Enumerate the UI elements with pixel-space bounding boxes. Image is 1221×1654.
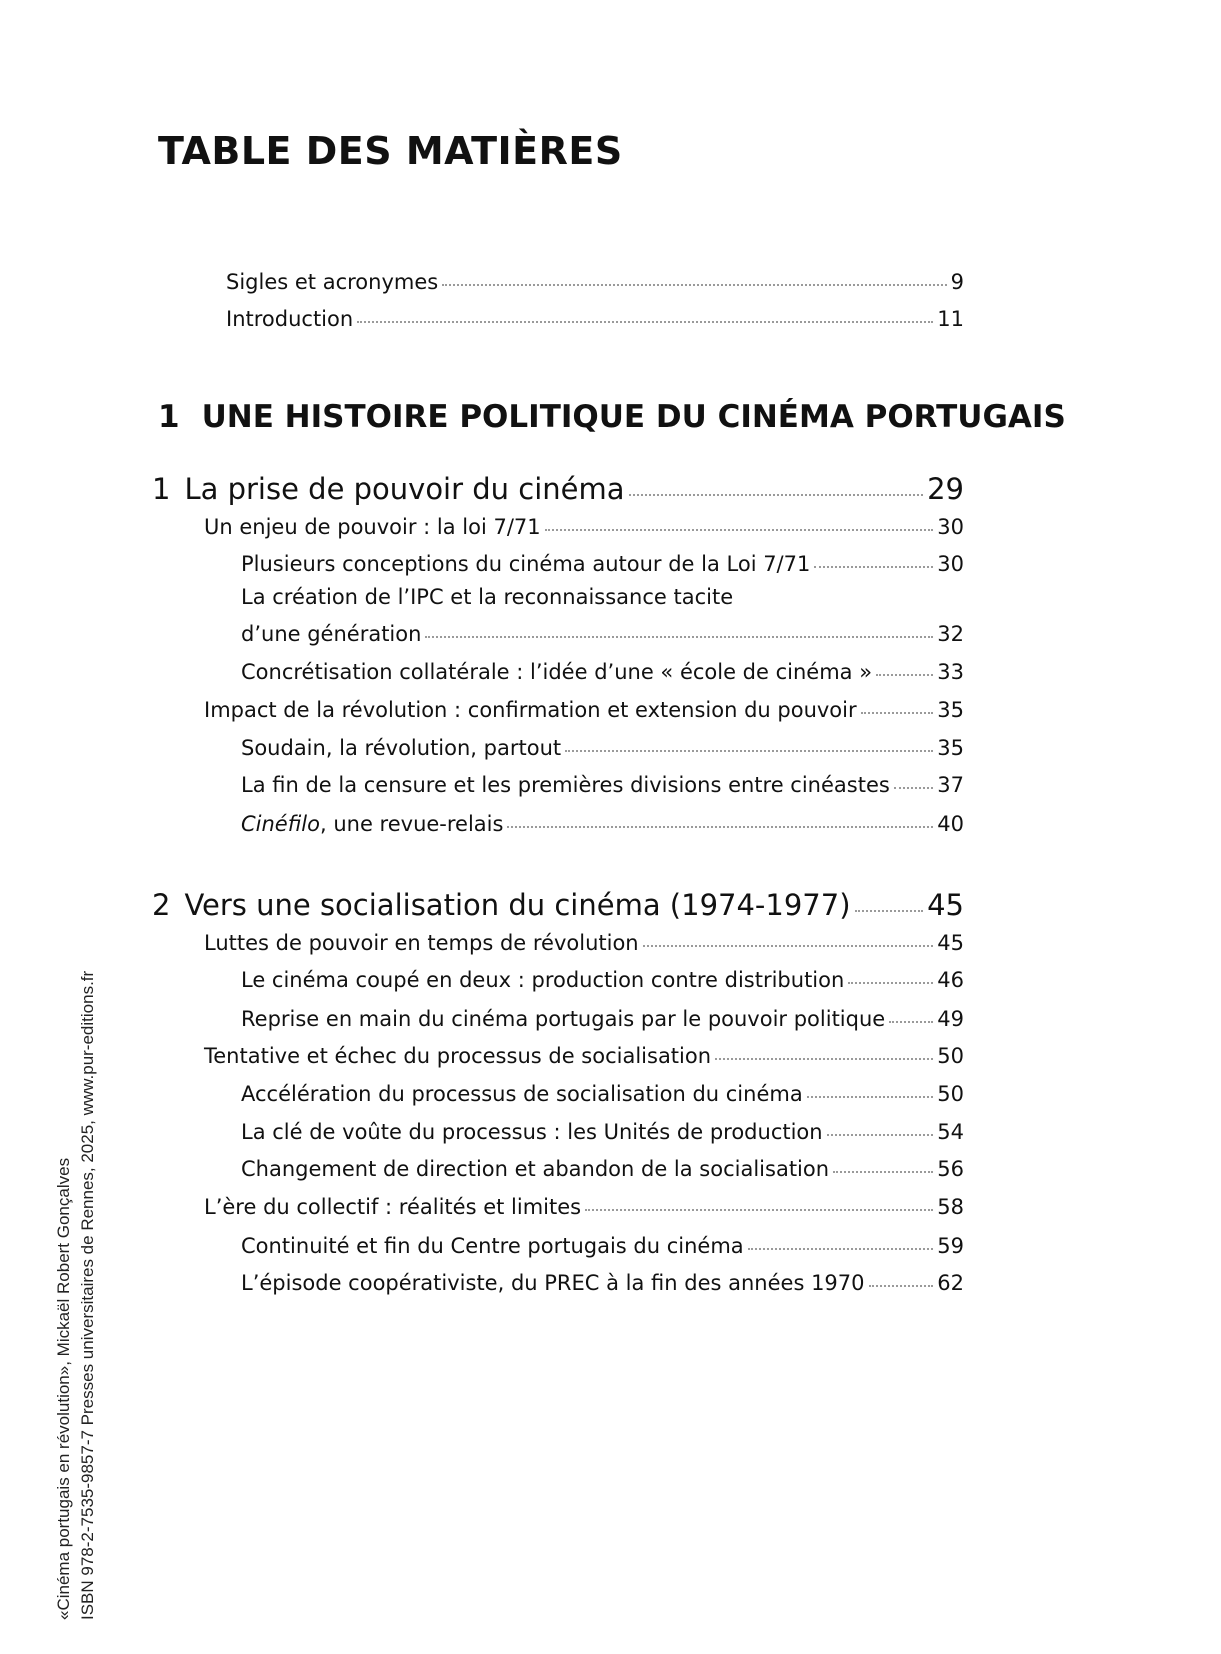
toc-label: Un enjeu de pouvoir : la loi 7/71: [204, 515, 541, 539]
toc-page-number: 45: [937, 931, 964, 955]
dot-leader: [715, 1058, 933, 1060]
toc-page-number: 30: [937, 515, 964, 539]
chapter-title: Vers une socialisation du cinéma (1974-1977): [184, 888, 851, 922]
toc-label: Tentative et échec du processus de socialisation: [204, 1044, 712, 1068]
chapter-number: 2: [152, 888, 171, 922]
toc-label: La fin de la censure et les premières divisions entre cinéastes: [241, 773, 890, 797]
dot-leader: [827, 1134, 934, 1136]
toc-page-number: 50: [937, 1082, 964, 1106]
credit-line-1: «Cinéma portugais en révolution», Mickaël Robert Gonçalves: [54, 1157, 73, 1620]
dot-leader: [565, 750, 933, 752]
dot-leader: [807, 1096, 934, 1098]
toc-label: d’une génération: [241, 622, 422, 646]
dot-leader: [861, 712, 934, 714]
dot-leader: [748, 1248, 934, 1250]
toc-label: L’ère du collectif : réalités et limites: [204, 1195, 582, 1219]
page-title: TABLE DES MATIÈRES: [158, 129, 623, 173]
credit-line-2: ISBN 978-2-7535-9857-7 Presses universitaires de Rennes, 2025, www.pur-editions.fr: [78, 970, 97, 1620]
dot-leader: [507, 826, 933, 828]
toc-subsection[interactable]: [241, 968, 964, 992]
toc-label: [241, 812, 503, 836]
toc-section[interactable]: [204, 515, 964, 539]
toc-page-number: 45: [927, 888, 964, 922]
toc-label: Introduction: [226, 307, 354, 331]
toc-label: Changement de direction et abandon de la socialisation: [241, 1157, 830, 1181]
toc-page-number: 62: [937, 1271, 964, 1295]
dot-leader: [833, 1171, 933, 1173]
toc-label: Continuité et fin du Centre portugais du cinéma: [241, 1234, 744, 1258]
toc-page-number: 50: [937, 1044, 964, 1068]
dot-leader: [442, 284, 946, 286]
journal-title: Cinéfilo: [241, 812, 320, 836]
toc-subsection[interactable]: [241, 1271, 964, 1295]
toc-page-number: 49: [937, 1007, 964, 1031]
toc-section[interactable]: [204, 931, 964, 955]
chapter-number: 1: [152, 472, 171, 506]
toc-label: La clé de voûte du processus : les Unités de production: [241, 1120, 823, 1144]
toc-page-number: 30: [937, 552, 964, 576]
toc-entry-introduction[interactable]: [226, 307, 964, 331]
dot-leader: [889, 1021, 933, 1023]
dot-leader: [545, 529, 934, 531]
toc-subsection[interactable]: [241, 1234, 964, 1258]
toc-subsection[interactable]: [241, 736, 964, 760]
toc-chapter-1[interactable]: [152, 472, 964, 506]
toc-subsection[interactable]: [241, 552, 964, 576]
toc-page-number: 54: [937, 1120, 964, 1144]
toc-section[interactable]: [204, 1195, 964, 1219]
toc-page-number: 56: [937, 1157, 964, 1181]
dot-leader: [855, 910, 924, 912]
toc-page-number: 35: [937, 698, 964, 722]
dot-leader: [643, 945, 934, 947]
toc-entry-sigles[interactable]: [226, 270, 964, 294]
toc-section[interactable]: [204, 698, 964, 722]
chapter-label: [152, 472, 625, 506]
toc-label: Luttes de pouvoir en temps de révolution: [204, 931, 639, 955]
toc-label: Impact de la révolution : confirmation et extension du pouvoir: [204, 698, 857, 722]
toc-page-number: 58: [937, 1195, 964, 1219]
toc-section[interactable]: [204, 1044, 964, 1068]
toc-subsection[interactable]: [241, 1157, 964, 1181]
dot-leader: [629, 494, 924, 496]
toc-page-number: 33: [937, 660, 964, 684]
chapter-title: La prise de pouvoir du cinéma: [184, 472, 625, 506]
toc-label: Sigles et acronymes: [226, 270, 439, 294]
dot-leader: [814, 566, 933, 568]
chapter-label: [152, 888, 851, 922]
dot-leader: [357, 321, 933, 323]
toc-label: L’épisode coopérativiste, du PREC à la fin des années 1970: [241, 1271, 865, 1295]
toc-page-number: 40: [937, 812, 964, 836]
dot-leader: [848, 982, 933, 984]
toc-subsection[interactable]: [241, 660, 964, 684]
toc-subsection[interactable]: [241, 812, 964, 836]
toc-label: Soudain, la révolution, partout: [241, 736, 562, 760]
toc-subsection[interactable]: [241, 773, 964, 797]
toc-chapter-2[interactable]: [152, 888, 964, 922]
dot-leader: [894, 787, 933, 789]
toc-page-number: 46: [937, 968, 964, 992]
toc-page-number: 32: [937, 622, 964, 646]
part-label: UNE HISTOIRE POLITIQUE DU CINÉMA PORTUGAIS: [201, 399, 1066, 435]
toc-page-number: 35: [937, 736, 964, 760]
toc-subsection-line1: La création de l’IPC et la reconnaissance tacite: [241, 585, 734, 609]
dot-leader: [425, 636, 933, 638]
dot-leader: [585, 1209, 933, 1211]
toc-page-number: 9: [950, 270, 964, 294]
toc-label: Concrétisation collatérale : l’idée d’une « école de cinéma »: [241, 660, 873, 684]
toc-page-number: 11: [937, 307, 964, 331]
toc-page-number: 37: [937, 773, 964, 797]
toc-page-number: 29: [927, 472, 964, 506]
dot-leader: [876, 674, 933, 676]
toc-label: Plusieurs conceptions du cinéma autour de la Loi 7/71: [241, 552, 811, 576]
toc-label: Le cinéma coupé en deux : production contre distribution: [241, 968, 845, 992]
dot-leader: [869, 1285, 934, 1287]
toc-label: Accélération du processus de socialisation du cinéma: [241, 1082, 803, 1106]
toc-label-rest: , une revue-relais: [319, 812, 504, 836]
toc-subsection[interactable]: [241, 622, 964, 646]
toc-subsection[interactable]: [241, 1007, 964, 1031]
toc-subsection[interactable]: [241, 1082, 964, 1106]
part-number: 1: [158, 399, 180, 435]
toc-subsection[interactable]: [241, 1120, 964, 1144]
part-title: [158, 399, 1066, 435]
side-credit: [52, 971, 100, 1620]
toc-label: Reprise en main du cinéma portugais par le pouvoir politique: [241, 1007, 886, 1031]
toc-page-number: 59: [937, 1234, 964, 1258]
